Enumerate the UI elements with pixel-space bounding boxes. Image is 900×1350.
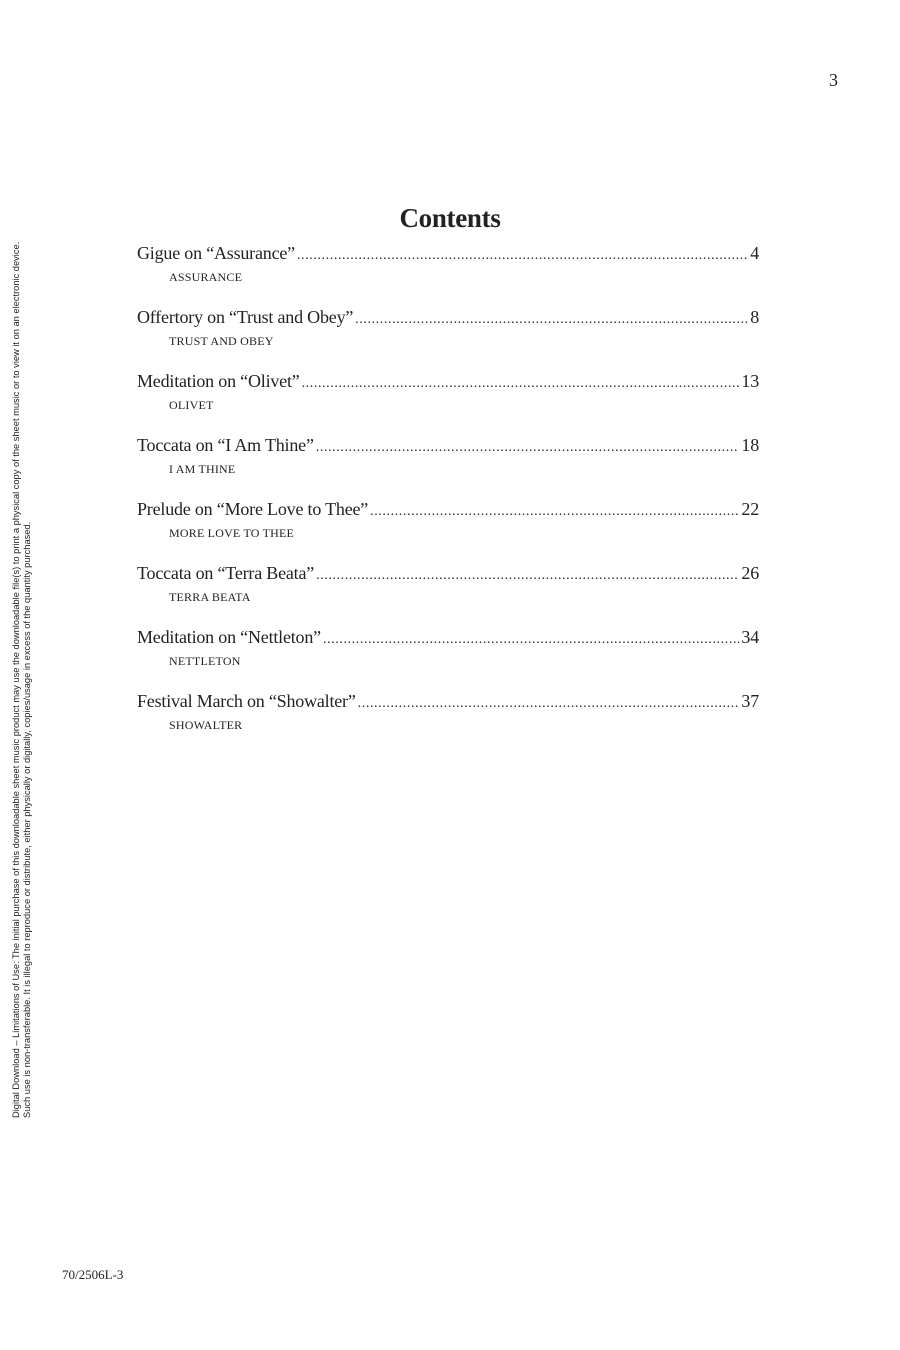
toc-entry-tune: MORE LOVE TO THEE	[169, 526, 295, 540]
toc-entry-page[interactable]: 37	[741, 691, 759, 711]
dot-leader	[370, 499, 739, 525]
toc-entry-tune: TERRA BEATA	[169, 590, 251, 604]
toc-entry-page[interactable]: 22	[741, 499, 759, 519]
toc-entry-page[interactable]: 18	[741, 435, 759, 455]
toc-entry-tune: NETTLETON	[169, 654, 241, 668]
dot-leader	[323, 627, 739, 653]
dot-leader	[358, 691, 740, 717]
page-number: 3	[829, 70, 838, 90]
toc-entry-tune: OLIVET	[169, 398, 214, 412]
toc-entry-title[interactable]: Toccata on “I Am Thine”	[137, 435, 314, 455]
toc-entry[interactable]	[137, 432, 759, 496]
toc-entry-title[interactable]: Gigue on “Assurance”	[137, 243, 295, 263]
toc-entry-page[interactable]: 8	[750, 307, 759, 327]
toc-entry-title[interactable]: Festival March on “Showalter”	[137, 691, 356, 711]
page-title: Contents	[399, 203, 501, 233]
table-of-contents	[137, 240, 759, 752]
toc-entry[interactable]	[137, 624, 759, 688]
dot-leader	[297, 243, 748, 269]
toc-entry-page[interactable]: 26	[741, 563, 759, 583]
toc-entry-title[interactable]: Prelude on “More Love to Thee”	[137, 499, 369, 519]
dot-leader	[316, 563, 739, 589]
toc-entry[interactable]	[137, 560, 759, 624]
toc-entry-tune: I AM THINE	[169, 462, 236, 476]
catalog-number: 70/2506L-3	[62, 1267, 124, 1282]
usage-notice	[11, 228, 33, 1118]
toc-entry[interactable]	[137, 496, 759, 560]
toc-entry[interactable]	[137, 688, 759, 752]
toc-entry[interactable]	[137, 304, 759, 368]
dot-leader	[316, 435, 740, 461]
toc-entry-title[interactable]: Meditation on “Olivet”	[137, 371, 300, 391]
toc-entry-tune: ASSURANCE	[169, 270, 243, 284]
toc-entry-tune: SHOWALTER	[169, 718, 243, 732]
toc-entry-title[interactable]: Meditation on “Nettleton”	[137, 627, 321, 647]
toc-entry-tune: TRUST AND OBEY	[169, 334, 274, 348]
toc-entry[interactable]	[137, 368, 759, 432]
toc-entry[interactable]	[137, 240, 759, 304]
usage-notice-line-2: Such use is non-transferable. It is illegal to reproduce or distribute, either physically or digitally, copies/usage in excess of the quantity purchased.	[22, 521, 32, 1118]
usage-notice-line-1: Digital Download – Limitations of Use: The initial purchase of this downloadable sheet music product may use the downloadable file(s) to print a physical copy of the sheet music or to view it on an electronic device.	[11, 241, 21, 1118]
toc-entry-title[interactable]: Toccata on “Terra Beata”	[137, 563, 315, 583]
toc-entry-page[interactable]: 34	[741, 627, 759, 647]
dot-leader	[355, 307, 748, 333]
dot-leader	[302, 371, 740, 397]
toc-entry-page[interactable]: 13	[741, 371, 759, 391]
toc-entry-page[interactable]: 4	[750, 243, 759, 263]
toc-entry-title[interactable]: Offertory on “Trust and Obey”	[137, 307, 354, 327]
